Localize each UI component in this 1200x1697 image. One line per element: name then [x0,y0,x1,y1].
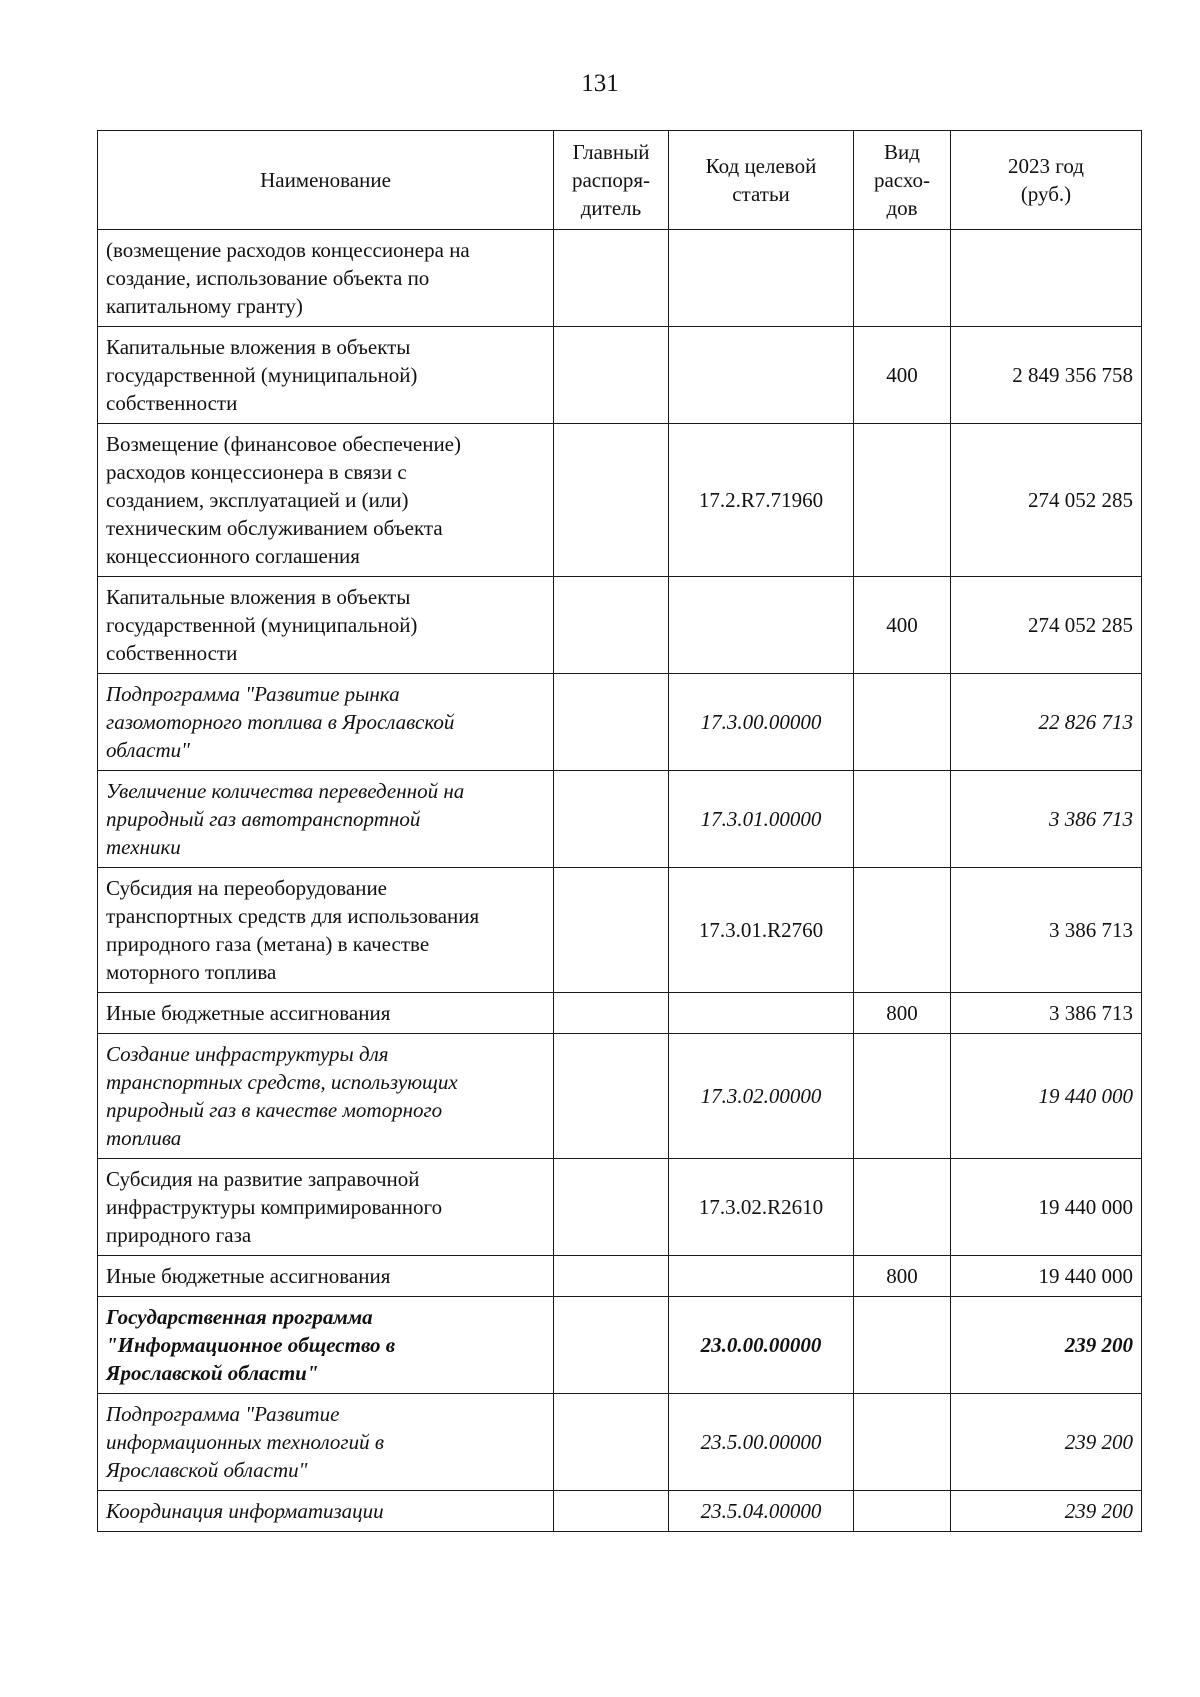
table-row [98,1394,1142,1491]
cell-name: Капитальные вложения в объекты государственной (муниципальной) собственности [98,327,554,424]
table-row [98,577,1142,674]
cell-amount: 239 200 [951,1297,1142,1394]
table-row [98,868,1142,993]
cell-name: Возмещение (финансовое обеспечение) расходов концессионера в связи с созданием, эксплуатацией и (или) техническим обслуживанием объекта концессионного соглашения [98,424,554,577]
header-name: Наименование [98,131,554,230]
cell-target-code: 23.5.04.00000 [669,1491,854,1532]
cell-chief-administrator [554,868,669,993]
header-expense-type: Вид расхо- дов [854,131,951,230]
table-row [98,1256,1142,1297]
cell-chief-administrator [554,577,669,674]
cell-amount: 3 386 713 [951,868,1142,993]
table-row [98,327,1142,424]
cell-amount: 274 052 285 [951,577,1142,674]
cell-expense-type: 400 [854,577,951,674]
cell-chief-administrator [554,1159,669,1256]
cell-expense-type [854,1159,951,1256]
cell-name: Подпрограмма "Развитие рынка газомоторного топлива в Ярославской области" [98,674,554,771]
cell-amount: 239 200 [951,1394,1142,1491]
cell-chief-administrator [554,230,669,327]
cell-target-code [669,1256,854,1297]
cell-name: Создание инфраструктуры для транспортных средств, использующих природный газ в качестве моторного топлива [98,1034,554,1159]
cell-expense-type [854,1297,951,1394]
cell-chief-administrator [554,327,669,424]
cell-chief-administrator [554,1297,669,1394]
header-chief-administrator: Главный распоря- дитель [554,131,669,230]
cell-name: Субсидия на развитие заправочной инфраструктуры компримированного природного газа [98,1159,554,1256]
cell-target-code: 17.3.01.R2760 [669,868,854,993]
cell-chief-administrator [554,674,669,771]
cell-expense-type [854,1394,951,1491]
table-row [98,1034,1142,1159]
header-target-code: Код целевой статьи [669,131,854,230]
cell-target-code: 23.0.00.00000 [669,1297,854,1394]
budget-table [97,130,1142,1532]
cell-expense-type: 800 [854,993,951,1034]
cell-target-code: 17.2.R7.71960 [669,424,854,577]
cell-chief-administrator [554,1394,669,1491]
cell-name: Капитальные вложения в объекты государственной (муниципальной) собственности [98,577,554,674]
cell-name: Координация информатизации [98,1491,554,1532]
table-row [98,230,1142,327]
cell-amount: 19 440 000 [951,1256,1142,1297]
table-row [98,1297,1142,1394]
cell-name: Субсидия на переоборудование транспортных средств для использования природного газа (метана) в качестве моторного топлива [98,868,554,993]
cell-chief-administrator [554,1256,669,1297]
cell-expense-type [854,1491,951,1532]
cell-chief-administrator [554,1034,669,1159]
cell-name: Подпрограмма "Развитие информационных технологий в Ярославской области" [98,1394,554,1491]
cell-amount: 22 826 713 [951,674,1142,771]
cell-expense-type [854,868,951,993]
cell-chief-administrator [554,424,669,577]
cell-target-code [669,577,854,674]
cell-amount: 3 386 713 [951,993,1142,1034]
cell-amount: 3 386 713 [951,771,1142,868]
cell-name: Увеличение количества переведенной на природный газ автотранспортной техники [98,771,554,868]
table-row [98,1491,1142,1532]
cell-name: Иные бюджетные ассигнования [98,993,554,1034]
table-row [98,771,1142,868]
cell-target-code: 17.3.02.R2610 [669,1159,854,1256]
cell-chief-administrator [554,771,669,868]
cell-target-code [669,327,854,424]
cell-target-code [669,230,854,327]
cell-expense-type [854,230,951,327]
cell-target-code: 17.3.00.00000 [669,674,854,771]
cell-expense-type [854,1034,951,1159]
cell-name: Государственная программа "Информационное общество в Ярославской области" [98,1297,554,1394]
table-row [98,993,1142,1034]
page-number: 131 [581,70,619,97]
cell-amount: 2 849 356 758 [951,327,1142,424]
cell-amount: 239 200 [951,1491,1142,1532]
cell-chief-administrator [554,993,669,1034]
cell-target-code: 23.5.00.00000 [669,1394,854,1491]
table-row [98,424,1142,577]
cell-target-code: 17.3.01.00000 [669,771,854,868]
cell-target-code [669,993,854,1034]
table-header-row [98,131,1142,230]
cell-target-code: 17.3.02.00000 [669,1034,854,1159]
cell-amount: 274 052 285 [951,424,1142,577]
cell-amount: 19 440 000 [951,1159,1142,1256]
table-row [98,1159,1142,1256]
cell-expense-type [854,424,951,577]
table-body [98,230,1142,1532]
cell-expense-type [854,674,951,771]
header-amount-2023: 2023 год (руб.) [951,131,1142,230]
cell-name: (возмещение расходов концессионера на создание, использование объекта по капитальному гранту) [98,230,554,327]
table-row [98,674,1142,771]
cell-expense-type: 400 [854,327,951,424]
cell-expense-type: 800 [854,1256,951,1297]
cell-amount: 19 440 000 [951,1034,1142,1159]
cell-chief-administrator [554,1491,669,1532]
cell-expense-type [854,771,951,868]
cell-amount [951,230,1142,327]
cell-name: Иные бюджетные ассигнования [98,1256,554,1297]
